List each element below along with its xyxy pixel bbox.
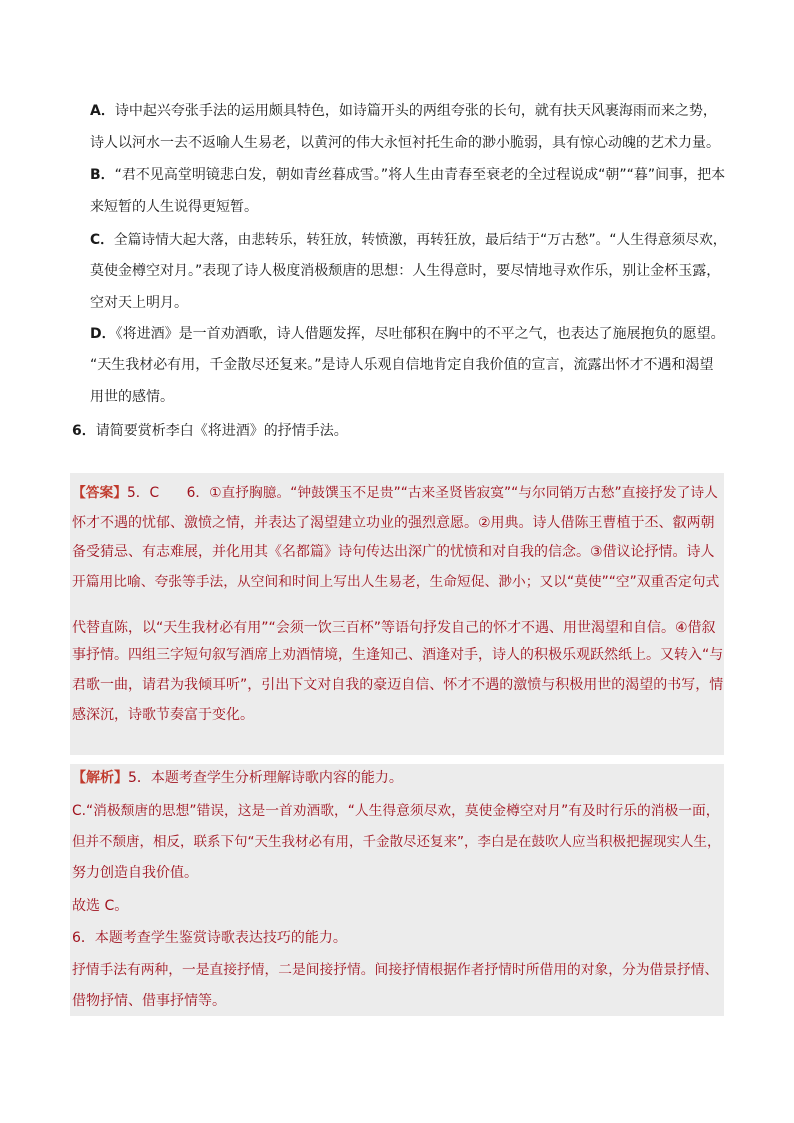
option-b-text-1: “君不见高堂明镜悲白发，朝如青丝暮成雪。”将人生由青春至衰老的全过程说成“朝”“暮”间事，把本	[114, 167, 726, 183]
answer-line-3: 备受猜忌、有志难展，并化用其《名都篇》诗句传达出深广的忧愤和对自我的信念。③借议论抒情。诗人	[72, 544, 715, 560]
answer-line-2: 怀才不遇的忧郁、激愤之情，并表达了渴望建立功业的强烈意愿。②用典。诗人借陈王曹植于丕、叡两朝	[72, 515, 715, 531]
option-b-label: B．	[90, 167, 115, 183]
question-6	[72, 421, 348, 441]
analysis-tag: 【解析】	[72, 770, 128, 786]
answer-line-5: 代替直陈，以“天生我材必有用”“会须一饮三百杯”等语句抒发自己的怀才不遇、用世渴望和自信。④借叙	[72, 620, 716, 636]
option-b-line-2: 来短暂的人生说得更短暂。	[90, 199, 258, 215]
option-d-text-1: 《将进酒》是一首劝酒歌，诗人借题发挥，尽吐郁积在胸中的不平之气，也表达了施展抱负的愿望。	[115, 326, 725, 342]
option-c-line-3: 空对天上明月。	[90, 295, 188, 311]
option-a-line-1	[90, 101, 717, 121]
option-a-line-2: 诗人以河水一去不返喻人生易老，以黄河的伟大永恒衬托生命的渺小脆弱，具有惊心动魄的艺术力量。	[90, 135, 720, 151]
option-a-text-1: 诗中起兴夸张手法的运用颇具特色，如诗篇开头的两组夸张的长句，就有扶天风裹海雨而来之势，	[114, 103, 717, 119]
answer-line-4: 开篇用比喻、夸张等手法，从空间和时间上写出人生易老，生命短促、渺小；又以“莫使”“空”双重否定句式	[72, 574, 720, 590]
answer-line-1	[72, 483, 718, 503]
question-6-number: 6．	[72, 423, 96, 439]
answer-line-7: 君歌一曲，请君为我倾耳听”，引出下文对自我的豪迈自信、怀才不遇的激愤与积极用世的渴望的书写，情	[72, 677, 724, 693]
analysis-first-line: 5．本题考查学生分析理解诗歌内容的能力。	[128, 770, 403, 786]
option-b-line-1	[90, 165, 725, 185]
analysis-line-2: C.“消极颓唐的思想”错误，这是一首劝酒歌，“人生得意须尽欢，莫使金樽空对月”有及时行乐的消极一面，	[72, 803, 720, 819]
answer-first-line: 5．C 6．①直抒胸臆。“钟鼓馔玉不足贵”“古来圣贤皆寂寞”“与尔同销万古愁”直接抒发了诗人	[127, 485, 718, 501]
analysis-line-1	[72, 768, 403, 788]
analysis-line-6: 6．本题考查学生鉴赏诗歌表达技巧的能力。	[72, 930, 347, 946]
analysis-line-4: 努力创造自我价值。	[72, 865, 198, 881]
option-c-label: C．	[90, 232, 114, 248]
option-a-label: A．	[90, 103, 115, 119]
analysis-line-8: 借物抒情、借事抒情等。	[72, 993, 226, 1009]
option-d-line-2: “天生我材必有用，千金散尽还复来。”是诗人乐观自信地肯定自我价值的宣言，流露出怀才不遇和渴望	[90, 357, 714, 373]
analysis-line-3: 但并不颓唐，相反，联系下句“天生我材必有用，千金散尽还复来”，李白是在鼓吹人应当积极把握现实人生，	[72, 834, 721, 850]
option-d-line-3: 用世的感情。	[90, 389, 174, 405]
option-c-text-1: 全篇诗情大起大落，由悲转乐，转狂放，转愤激，再转狂放，最后结于“万古愁”。“人生得意须尽欢，	[113, 232, 727, 248]
analysis-line-5: 故选 C。	[72, 898, 129, 914]
option-d-label: D．	[90, 326, 116, 342]
question-6-text: 请简要赏析李白《将进酒》的抒情手法。	[95, 423, 348, 439]
analysis-line-7: 抒情手法有两种，一是直接抒情，二是间接抒情。间接抒情根据作者抒情时所借用的对象，分为借景抒情、	[72, 962, 719, 978]
option-d-line-1	[90, 324, 725, 344]
option-c-line-2: 莫使金樽空对月。”表现了诗人极度消极颓唐的思想：人生得意时，要尽情地寻欢作乐，别让金杯玉露，	[90, 263, 721, 279]
answer-line-6: 事抒情。四组三字短句叙写酒席上劝酒情境，生逢知己、酒逢对手，诗人的积极乐观跃然纸上。又转入“与	[72, 647, 724, 663]
option-c-line-1	[90, 230, 726, 250]
answer-line-8: 感深沉，诗歌节奏富于变化。	[72, 707, 254, 723]
answer-tag: 【答案】	[72, 485, 128, 501]
